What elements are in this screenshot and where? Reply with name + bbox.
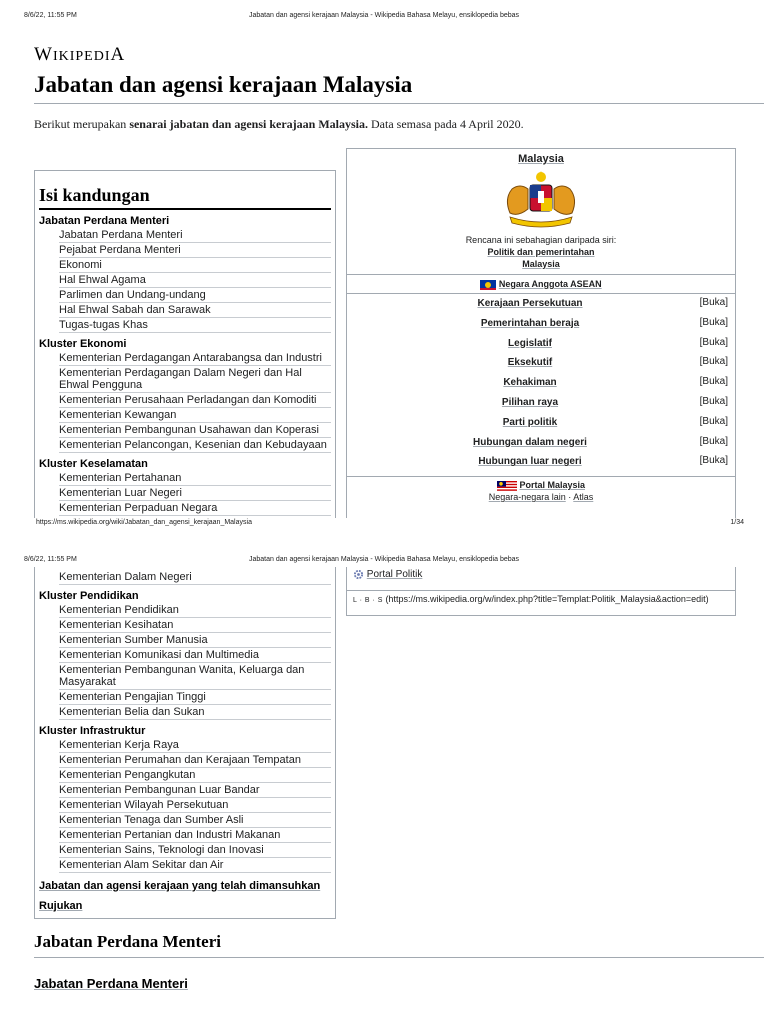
print-doc-title: Jabatan dan agensi kerajaan Malaysia - Wikipedia Bahasa Melayu, ensiklopedia bebas <box>248 556 520 563</box>
series-link-malaysia[interactable] <box>347 258 735 270</box>
expand-button[interactable]: [Buka] <box>699 415 728 427</box>
toc-item[interactable]: Jabatan Perdana Menteri <box>59 228 331 243</box>
asean-flag-icon <box>480 280 496 290</box>
section-heading: Jabatan Perdana Menteri <box>34 932 764 958</box>
infobox-collapsible-row[interactable] <box>347 373 735 393</box>
toc-heading: Isi kandungan <box>39 185 331 210</box>
toc-item[interactable]: Kementerian Alam Sekitar dan Air <box>59 858 331 873</box>
vte-links[interactable]: L · B · S <box>353 597 383 605</box>
intro-pre: Berikut merupakan <box>34 117 130 131</box>
wikipedia-wordmark[interactable] <box>34 44 125 66</box>
toc-item[interactable]: Kementerian Wilayah Persekutuan <box>59 798 331 813</box>
row-label[interactable]: Hubungan dalam negeri <box>473 436 587 448</box>
expand-button[interactable]: [Buka] <box>699 435 728 447</box>
toc-item[interactable]: Hal Ehwal Sabah dan Sarawak <box>59 303 331 318</box>
print-datetime: 8/6/22, 11:55 PM <box>24 12 77 19</box>
toc-item[interactable]: Kementerian Sains, Teknologi dan Inovasi <box>59 843 331 858</box>
page-title: Jabatan dan agensi kerajaan Malaysia <box>34 72 764 104</box>
expand-button[interactable]: [Buka] <box>699 297 728 308</box>
intro-post: Data semasa pada 4 April 2020. <box>368 117 524 131</box>
table-of-contents <box>34 170 336 518</box>
toc-item[interactable]: Kementerian Komunikasi dan Multimedia <box>59 648 331 663</box>
expand-button[interactable]: [Buka] <box>699 455 728 467</box>
toc-item[interactable]: Kementerian Pengangkutan <box>59 768 331 783</box>
toc-item[interactable]: Parlimen dan Undang-undang <box>59 288 331 303</box>
infobox-title[interactable]: Malaysia <box>518 153 564 165</box>
row-label[interactable]: Legislatif <box>508 337 552 349</box>
toc-item[interactable]: Kementerian Tenaga dan Sumber Asli <box>59 813 331 828</box>
row-label[interactable]: Eksekutif <box>507 357 553 369</box>
toc-item[interactable]: Kementerian Dalam Negeri <box>59 570 331 585</box>
row-label[interactable]: Pilihan raya <box>501 396 559 408</box>
toc-item[interactable]: Kementerian Pembangunan Luar Bandar <box>59 783 331 798</box>
toc-section-label[interactable]: Kluster Ekonomi <box>39 338 127 350</box>
toc-item[interactable]: Kementerian Perusahaan Perladangan dan Komoditi <box>59 393 331 408</box>
middle-dot: · <box>565 492 574 503</box>
toc-item[interactable]: Tugas-tugas Khas <box>59 318 331 333</box>
toc-item[interactable]: Kementerian Perumahan dan Kerajaan Tempatan <box>59 753 331 768</box>
infobox-collapsible-row[interactable] <box>347 413 735 433</box>
infobox-collapsible-row[interactable] <box>347 294 735 314</box>
toc-item[interactable]: Kementerian Pertanian dan Industri Makanan <box>59 828 331 843</box>
series-link-politics[interactable] <box>347 246 735 258</box>
toc-section-label[interactable]: Kluster Keselamatan <box>39 458 148 470</box>
print-header-page2 <box>0 544 768 563</box>
toc-section <box>35 215 335 333</box>
wordmark-initial: W <box>34 44 53 65</box>
portal-malaysia-link[interactable]: Portal Malaysia <box>519 480 586 491</box>
toc-item[interactable]: Kementerian Luar Negeri <box>59 486 331 501</box>
portal-gear-icon <box>353 569 364 580</box>
toc-item[interactable]: Kementerian Pembangunan Usahawan dan Koperasi <box>59 423 331 438</box>
toc-item[interactable]: Kementerian Belia dan Sukan <box>59 705 331 720</box>
toc-section <box>35 725 335 873</box>
print-header <box>0 0 768 19</box>
toc-item[interactable]: Kementerian Perdagangan Dalam Negeri dan Hal Ehwal Pengguna <box>59 366 331 393</box>
portal-politik-row[interactable] <box>347 567 735 580</box>
toc-item[interactable]: Pejabat Perdana Menteri <box>59 243 331 258</box>
toc-item[interactable]: Kementerian Pelancongan, Kesenian dan Kebudayaan <box>59 438 331 453</box>
vte-url: (https://ms.wikipedia.org/w/index.php?title=Templat:Politik_Malaysia&action=edit) <box>385 594 709 605</box>
expand-button[interactable]: [Buka] <box>699 356 728 368</box>
expand-button[interactable]: [Buka] <box>699 376 728 388</box>
print-url: https://ms.wikipedia.org/wiki/Jabatan_dan_agensi_kerajaan_Malaysia <box>36 519 252 526</box>
infobox-collapsible-row[interactable] <box>347 452 735 472</box>
infobox-collapsible-row[interactable] <box>347 334 735 354</box>
infobox-collapsible-row[interactable] <box>347 433 735 453</box>
subsection-heading[interactable]: Jabatan Perdana Menteri <box>34 976 188 991</box>
infobox-collapsible-row[interactable] <box>347 353 735 373</box>
toc-item[interactable]: Kementerian Perdagangan Antarabangsa dan Industri <box>59 351 331 366</box>
expand-button[interactable]: [Buka] <box>699 336 728 348</box>
other-links <box>347 491 735 503</box>
expand-button[interactable]: [Buka] <box>699 316 728 328</box>
infobox-politics-continued <box>346 567 736 616</box>
series-link-politics-label[interactable]: Politik dan pemerintahan <box>487 247 595 257</box>
navbox-vte <box>347 591 735 604</box>
toc-section-label[interactable]: Rujukan <box>39 900 83 912</box>
toc-item[interactable]: Kementerian Pertahanan <box>59 471 331 486</box>
row-label[interactable]: Kehakiman <box>503 377 557 389</box>
intro-bold: senarai jabatan dan agensi kerajaan Malaysia. <box>129 117 368 131</box>
infobox-collapsible-row[interactable] <box>347 314 735 334</box>
series-text: Rencana ini sebahagian daripada siri: <box>465 235 617 245</box>
row-label[interactable]: Parti politik <box>502 416 558 428</box>
toc-item[interactable]: Kementerian Pembangunan Wanita, Keluarga dan Masyarakat <box>59 663 331 690</box>
toc-section-label[interactable]: Kluster Infrastruktur <box>39 725 146 737</box>
toc-section <box>35 338 335 453</box>
wordmark-final: A <box>110 44 126 65</box>
infobox-politics <box>346 148 736 518</box>
toc-item[interactable]: Kementerian Pengajian Tinggi <box>59 690 331 705</box>
toc-item[interactable]: Kementerian Pendidikan <box>59 603 331 618</box>
toc-item[interactable]: Ekonomi <box>59 258 331 273</box>
toc-item[interactable]: Hal Ehwal Agama <box>59 273 331 288</box>
expand-button[interactable]: [Buka] <box>699 395 728 407</box>
print-doc-title: Jabatan dan agensi kerajaan Malaysia - Wikipedia Bahasa Melayu, ensiklopedia bebas <box>248 12 520 19</box>
print-page-number: 1/34 <box>730 519 744 526</box>
toc-section <box>35 590 335 720</box>
infobox-collapsible-row[interactable] <box>347 393 735 413</box>
toc-section-label[interactable]: Jabatan Perdana Menteri <box>39 215 170 227</box>
row-label[interactable]: Pemerintahan beraja <box>480 317 580 329</box>
toc-section-label[interactable]: Kluster Pendidikan <box>39 590 139 602</box>
row-label[interactable]: Kerajaan Persekutuan <box>477 298 583 309</box>
asean-link[interactable]: Negara Anggota ASEAN <box>498 279 602 289</box>
series-link-malaysia-label[interactable]: Malaysia <box>522 259 560 269</box>
other-countries-link[interactable]: Negara-negara lain <box>488 492 566 503</box>
intro-paragraph <box>34 117 524 132</box>
toc-section <box>35 458 335 516</box>
portal-malaysia-row[interactable] <box>347 479 735 491</box>
asean-row[interactable] <box>347 275 735 293</box>
wordmark-middle: IKIPEDI <box>52 49 111 64</box>
toc-item[interactable]: Kementerian Kerja Raya <box>59 738 331 753</box>
malaysia-flag-icon <box>497 481 517 491</box>
toc-item[interactable]: Kementerian Kesihatan <box>59 618 331 633</box>
toc-section-label[interactable]: Jabatan dan agensi kerajaan yang telah dimansuhkan <box>39 880 321 892</box>
coat-of-arms-icon[interactable] <box>500 169 582 229</box>
row-label[interactable]: Hubungan luar negeri <box>478 456 582 468</box>
print-datetime: 8/6/22, 11:55 PM <box>24 556 77 563</box>
portal-politik-link[interactable]: Portal Politik <box>366 569 423 581</box>
toc-item[interactable]: Kementerian Sumber Manusia <box>59 633 331 648</box>
table-of-contents-continued <box>34 567 336 919</box>
toc-item[interactable]: Kementerian Kewangan <box>59 408 331 423</box>
toc-item[interactable]: Kementerian Perpaduan Negara <box>59 501 331 516</box>
atlas-link[interactable]: Atlas <box>573 492 594 503</box>
